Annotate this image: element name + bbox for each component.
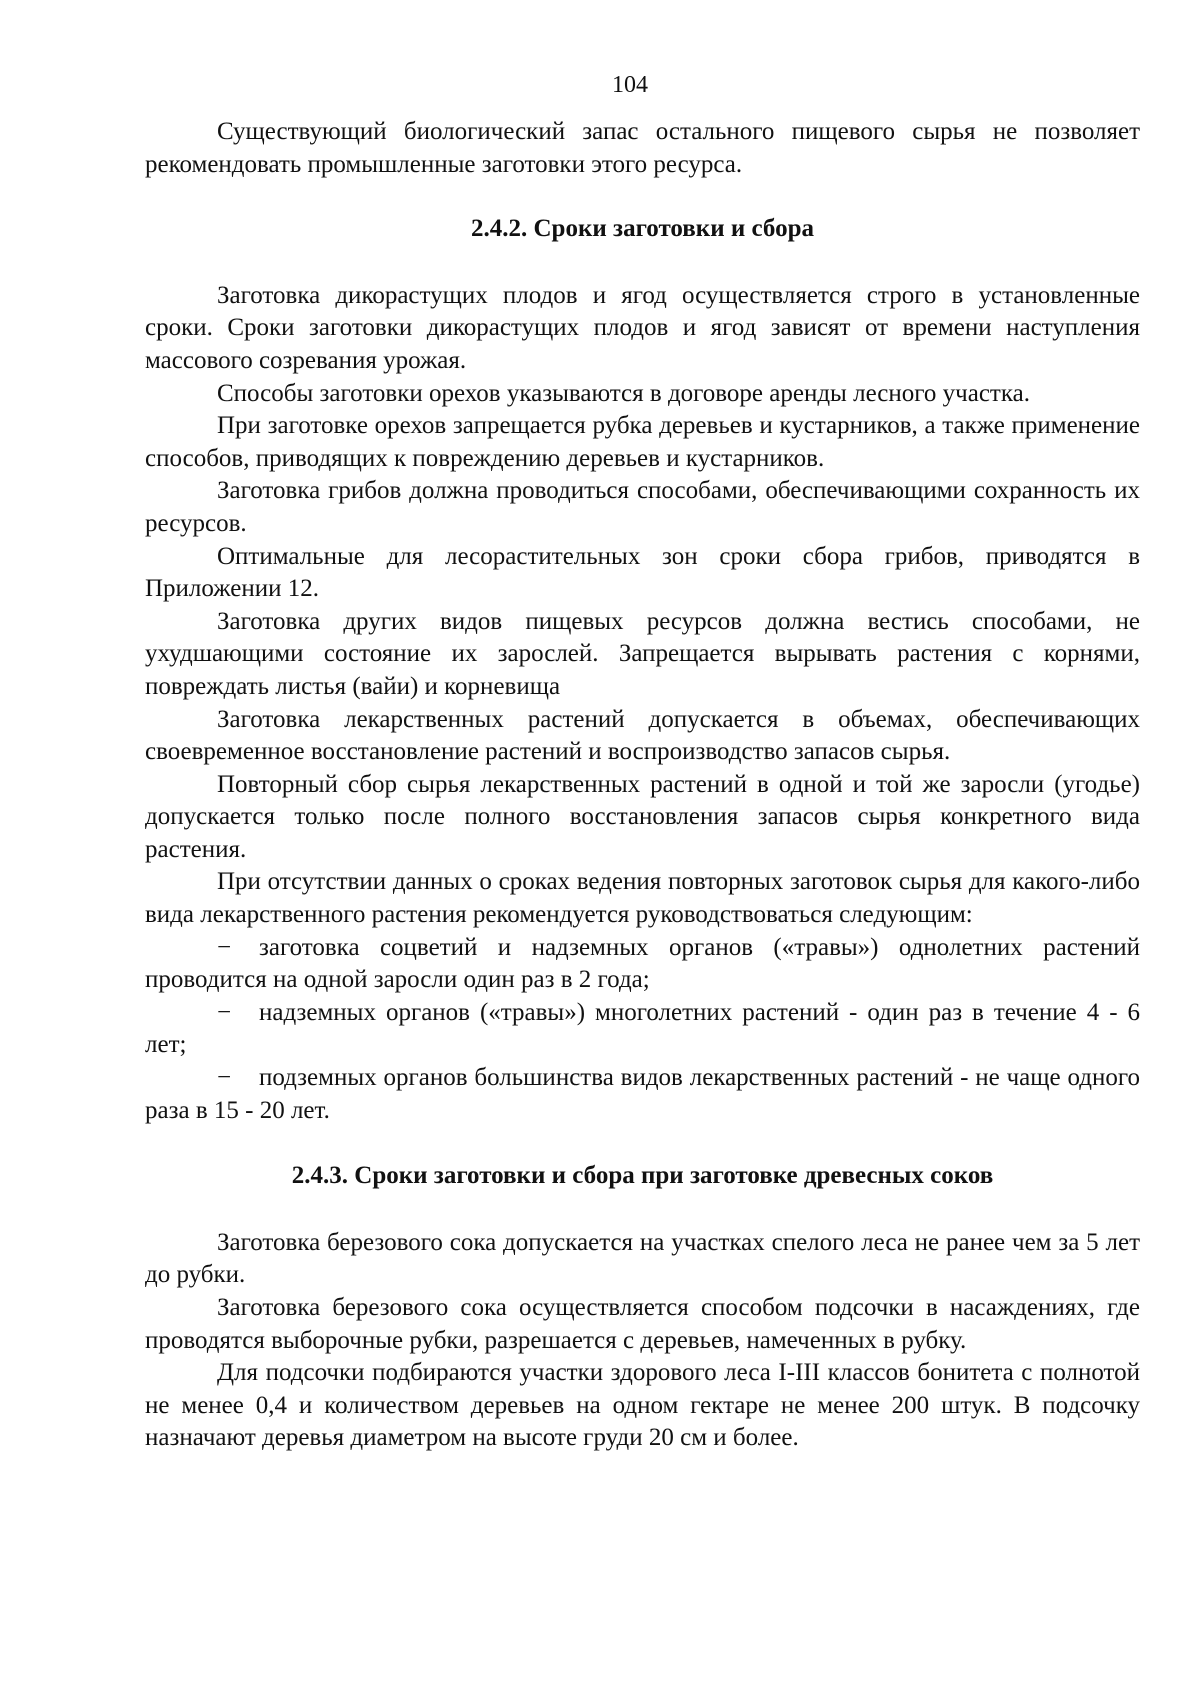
dash-bullet: − xyxy=(217,998,232,1026)
paragraph: Оптимальные для лесорастительных зон сроки сбора грибов, приводятся в Приложении 12. xyxy=(145,542,1140,603)
intro-paragraph: Существующий биологический запас остального пищевого сырья не позволяет рекомендовать промышленные заготовки этого ресурса. xyxy=(145,118,1140,178)
list-item-text: надземных органов («травы») многолетних растений - один раз в течение 4 - 6 лет; xyxy=(145,998,1140,1059)
paragraph: Для подсочки подбираются участки здорового леса I-III классов бонитета с полнотой не менее 0,4 и количеством деревьев на одном гектаре не менее 200 штук. В подсочку назначают деревья диаметром на высоте груди 20 см и более. xyxy=(145,1359,1140,1452)
dash-bullet: − xyxy=(217,933,232,961)
paragraph: Заготовка грибов должна проводиться способами, обеспечивающими сохранность их ресурсов. xyxy=(145,477,1140,537)
list-item xyxy=(145,997,1140,1062)
list-item xyxy=(145,1062,1140,1127)
dash-bullet: − xyxy=(217,1064,232,1092)
list-item xyxy=(145,932,1140,997)
paragraph: При отсутствии данных о сроках ведения повторных заготовок сырья для какого-либо вида лекарственного растения рекомендуется руководствоваться следующим: xyxy=(145,868,1140,929)
paragraph: При заготовке орехов запрещается рубка деревьев и кустарников, а также применение способов, приводящих к повреждению деревьев и кустарников. xyxy=(145,412,1140,472)
paragraph: Заготовка дикорастущих плодов и ягод осуществляется строго в установленные сроки. Сроки заготовки дикорастущих плодов и ягод зависят от времени наступления массового созревания урожая. xyxy=(145,281,1140,374)
section-heading-2-4-3: 2.4.3. Сроки заготовки и сбора при заготовке древесных соков xyxy=(291,1162,994,1190)
list-item-text: заготовка соцветий и надземных органов («травы») однолетних растений проводится на одной заросли один раз в 2 года; xyxy=(145,933,1140,994)
section-heading-2-4-2: 2.4.2. Сроки заготовки и сбора xyxy=(471,215,814,243)
paragraph: Способы заготовки орехов указываются в договоре аренды лесного участка. xyxy=(217,379,1030,407)
page-content xyxy=(145,116,1140,1455)
paragraph: Заготовка березового сока осуществляется способом подсочки в насаждениях, где проводятся выборочные рубки, разрешается с деревьев, намеченных в рубку. xyxy=(145,1294,1140,1354)
list-item-text: подземных органов большинства видов лекарственных растений - не чаще одного раза в 15 - 20 лет. xyxy=(145,1064,1140,1124)
paragraph: Заготовка других видов пищевых ресурсов должна вестись способами, не ухудшающими состояние их зарослей. Запрещается вырывать растения с корнями, повреждать листья (вайи) и корневища xyxy=(145,607,1140,700)
page-number: 104 xyxy=(612,72,648,98)
paragraph: Заготовка березового сока допускается на участках спелого леса не ранее чем за 5 лет до рубки. xyxy=(145,1228,1140,1289)
paragraph: Повторный сбор сырья лекарственных растений в одной и той же заросли (угодье) допускается только после полного восстановления запасов сырья конкретного вида растения. xyxy=(145,770,1140,863)
paragraph: Заготовка лекарственных растений допускается в объемах, обеспечивающих своевременное восстановление растений и воспроизводство запасов сырья. xyxy=(145,705,1140,766)
